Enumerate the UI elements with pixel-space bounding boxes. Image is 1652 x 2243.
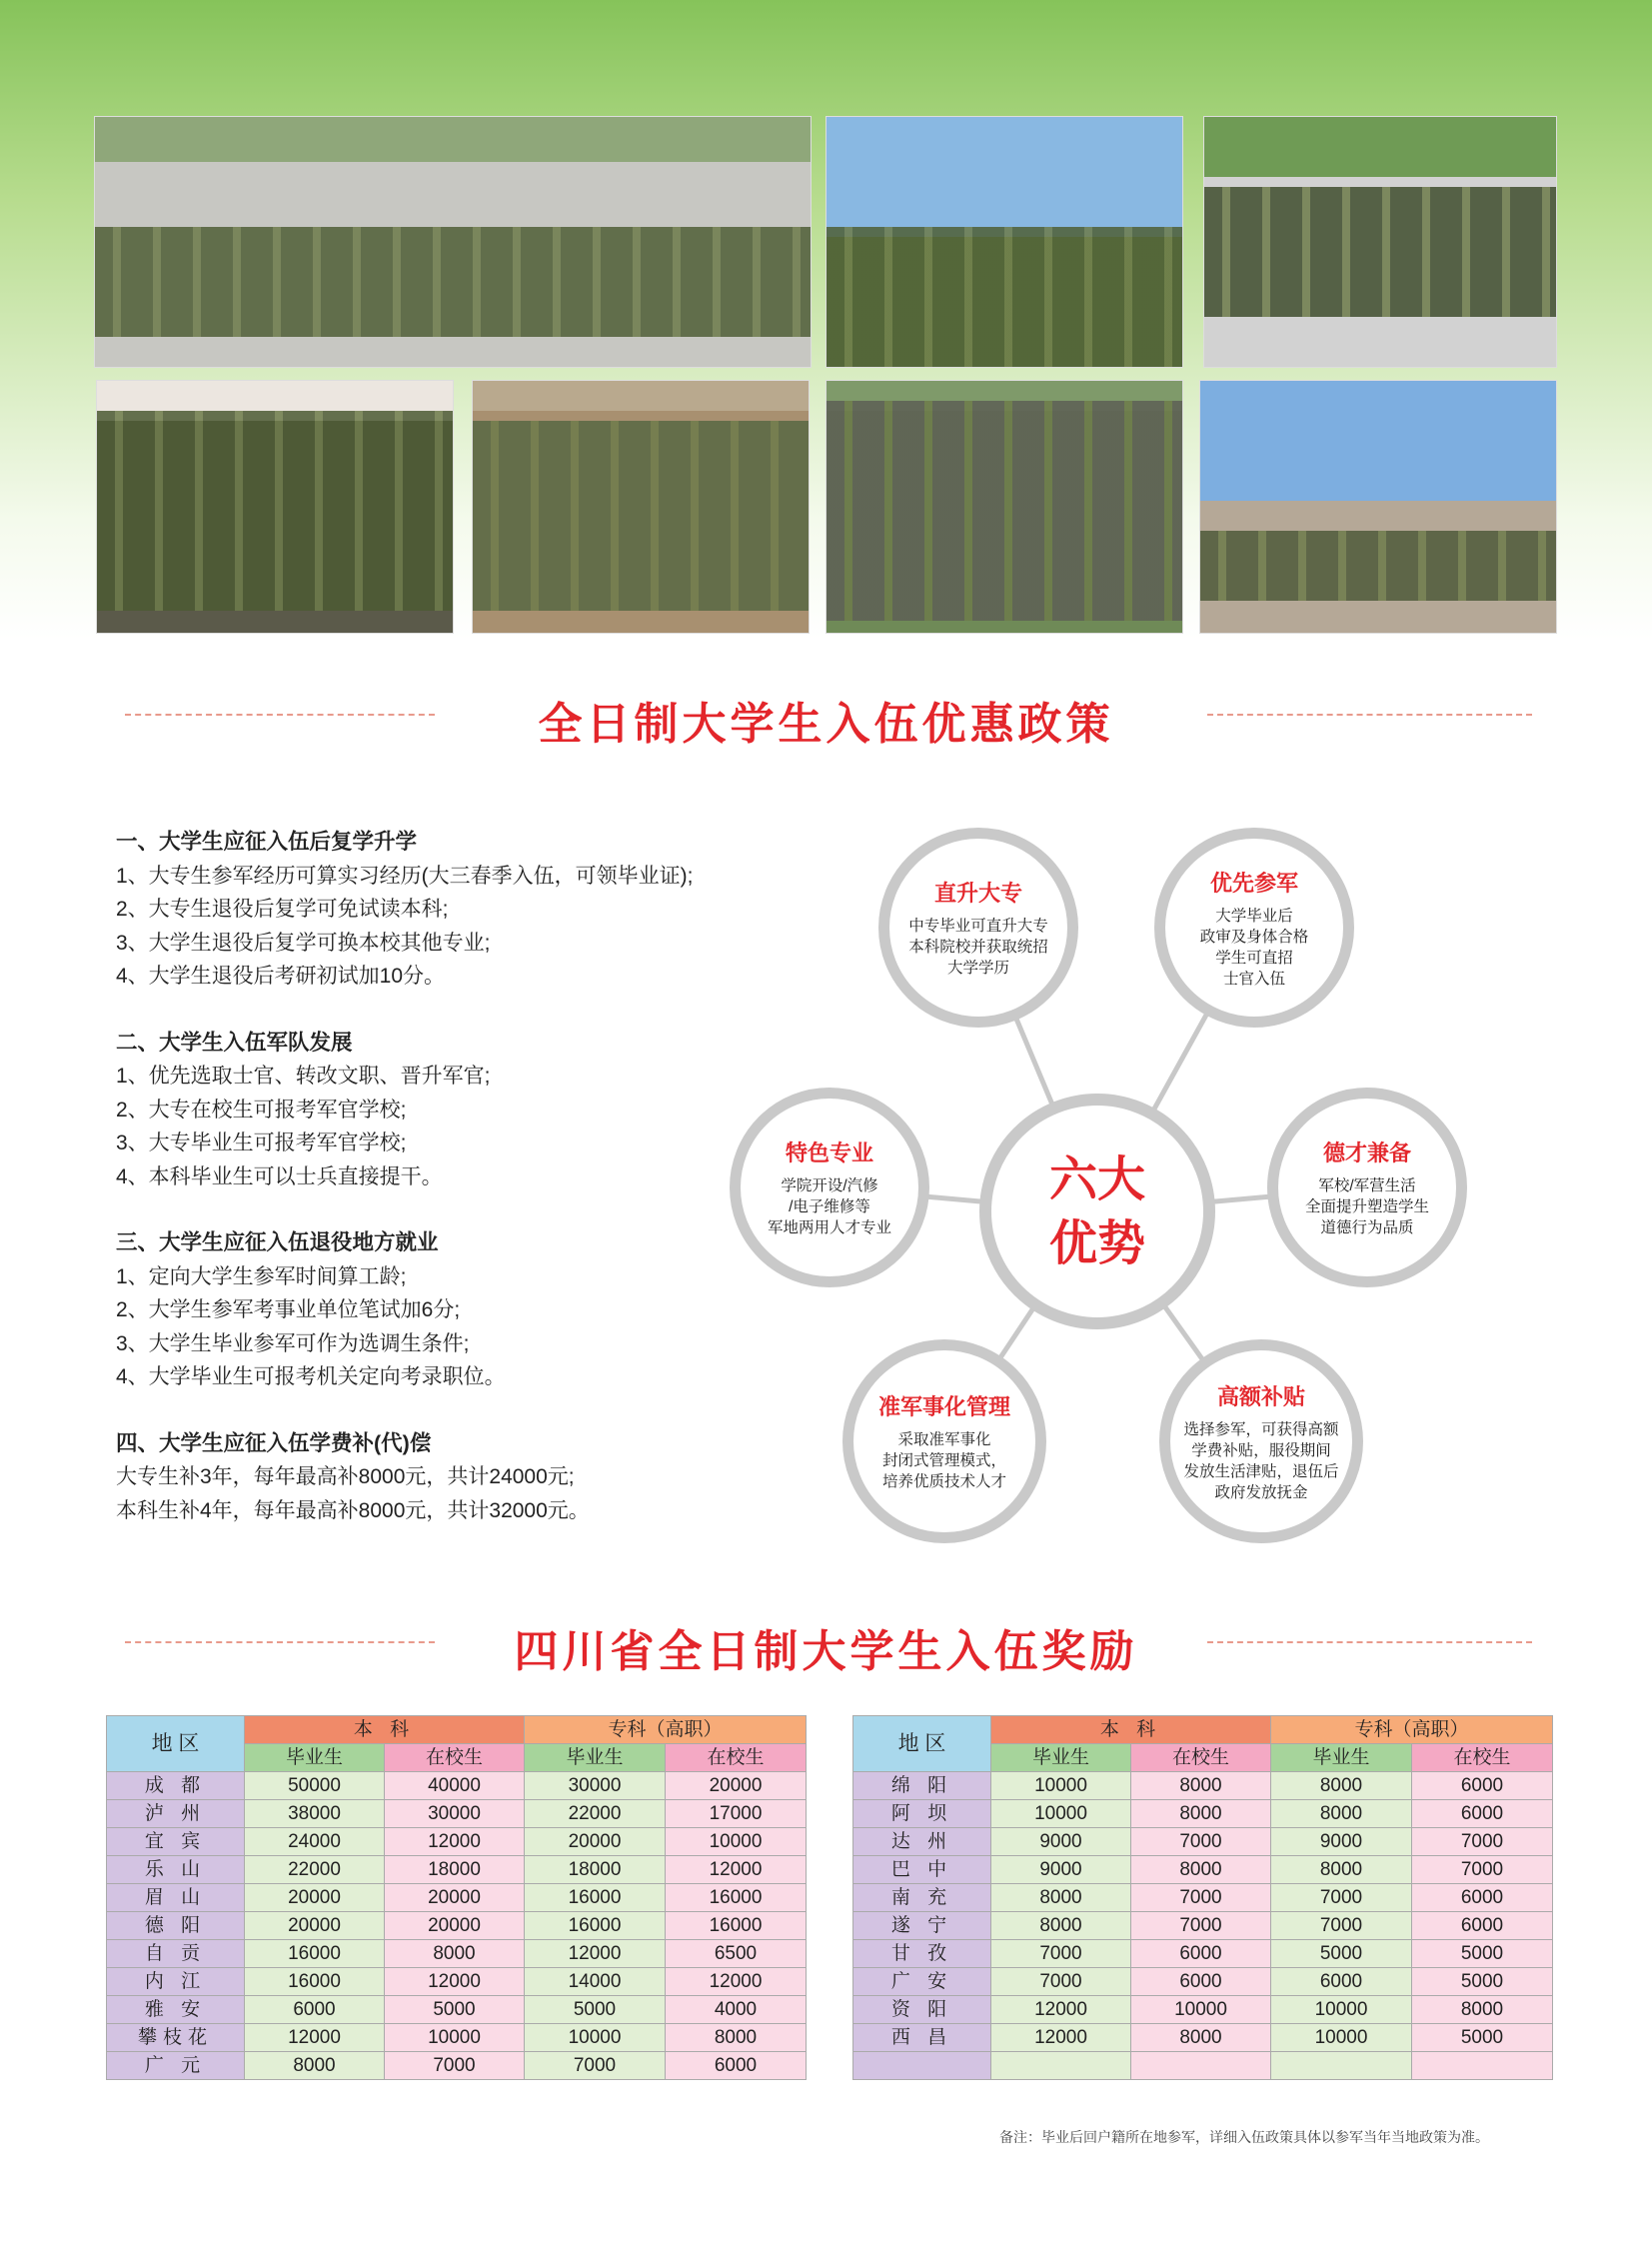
benke-student-cell: 8000 (1131, 1772, 1271, 1800)
advantage-circle (1267, 1088, 1467, 1287)
table-row (853, 1800, 1553, 1828)
header-student: 在校生 (385, 1744, 525, 1772)
zhuanke-grad-cell: 30000 (525, 1772, 666, 1800)
header-student: 在校生 (1131, 1744, 1271, 1772)
advantage-text: 学院开设/汽修 (781, 1177, 878, 1194)
table-row (107, 1884, 807, 1912)
table-row (853, 1772, 1553, 1800)
header-benke: 本 科 (991, 1716, 1271, 1744)
advantage-title: 优先参军 (1209, 870, 1298, 897)
advantage-text: 本科院校并获取统招 (908, 939, 1048, 956)
zhuanke-grad-cell: 10000 (1271, 1996, 1412, 2024)
benke-grad-cell: 10000 (991, 1800, 1131, 1828)
zhuanke-student-cell: 12000 (666, 1856, 807, 1884)
benke-grad-cell: 22000 (245, 1856, 385, 1884)
policy-item: 3、大学生毕业参军可作为选调生条件; (116, 1331, 470, 1355)
table-header-row (853, 1716, 1553, 1744)
zhuanke-grad-cell: 22000 (525, 1800, 666, 1828)
divider-right (1207, 714, 1532, 716)
header-zhuanke: 专科（高职） (525, 1716, 807, 1744)
zhuanke-student-cell: 6500 (666, 1940, 807, 1968)
advantage-text: 学生可直招 (1215, 949, 1293, 967)
benke-student-cell (1131, 2052, 1271, 2080)
table-row (853, 1828, 1553, 1856)
table-row (107, 1828, 807, 1856)
table-row (853, 1912, 1553, 1940)
advantage-text: 采取准军事化 (897, 1431, 991, 1448)
zhuanke-student-cell: 6000 (1412, 1912, 1553, 1940)
policy-item: 2、大专在校生可报考军官学校; (116, 1098, 407, 1122)
advantages-center (979, 1094, 1215, 1329)
benke-grad-cell: 16000 (245, 1968, 385, 1996)
policy-block (116, 1027, 776, 1194)
table-row (853, 1940, 1553, 1968)
zhuanke-student-cell: 12000 (666, 1968, 807, 1996)
region-cell: 雅 安 (107, 1996, 245, 2024)
header-zhuanke: 专科（高职） (1271, 1716, 1553, 1744)
policy-item: 1、优先选取士官、转改文职、晋升军官; (116, 1065, 491, 1088)
zhuanke-grad-cell: 8000 (1271, 1772, 1412, 1800)
policy-item: 4、本科毕业生可以士兵直接提干。 (116, 1164, 443, 1188)
benke-student-cell: 7000 (1131, 1828, 1271, 1856)
zhuanke-student-cell: 6000 (1412, 1772, 1553, 1800)
benke-grad-cell: 6000 (245, 1996, 385, 2024)
zhuanke-student-cell: 20000 (666, 1772, 807, 1800)
zhuanke-grad-cell: 20000 (525, 1828, 666, 1856)
policy-block (116, 1427, 776, 1528)
region-cell: 自 贡 (107, 1940, 245, 1968)
benke-grad-cell: 9000 (991, 1828, 1131, 1856)
zhuanke-grad-cell: 10000 (525, 2024, 666, 2052)
benke-student-cell: 8000 (385, 1940, 525, 1968)
benke-student-cell: 30000 (385, 1800, 525, 1828)
six-advantages-diagram (715, 815, 1484, 1544)
benke-student-cell: 20000 (385, 1912, 525, 1940)
table-row (107, 2024, 807, 2052)
region-cell: 南 充 (853, 1884, 991, 1912)
policy-item: 1、定向大学生参军时间算工龄; (116, 1264, 407, 1288)
benke-grad-cell: 7000 (991, 1968, 1131, 1996)
photo-circle-drill (94, 116, 812, 368)
region-cell: 广 安 (853, 1968, 991, 1996)
benke-grad-cell (991, 2052, 1131, 2080)
header-region: 地 区 (107, 1716, 245, 1772)
policy-list (116, 826, 776, 1560)
region-cell: 遂 宁 (853, 1912, 991, 1940)
zhuanke-student-cell: 5000 (1412, 1940, 1553, 1968)
zhuanke-student-cell: 5000 (1412, 2024, 1553, 2052)
photo-field-formation (1199, 380, 1557, 634)
benke-grad-cell: 38000 (245, 1800, 385, 1828)
table-row (107, 1772, 807, 1800)
benke-grad-cell: 7000 (991, 1940, 1131, 1968)
table-header-row (107, 1716, 807, 1744)
policy-item: 2、大学生参军考事业单位笔试加6分; (116, 1298, 461, 1321)
policy-item: 3、大专毕业生可报考军官学校; (116, 1131, 407, 1154)
policy-heading: 二、大学生入伍军队发展 (116, 1030, 353, 1055)
table-row (853, 1884, 1553, 1912)
advantage-text: 发放生活津贴，退伍后 (1183, 1462, 1339, 1480)
benke-student-cell: 8000 (1131, 2024, 1271, 2052)
photo-martial-stance (472, 380, 810, 634)
zhuanke-grad-cell: 7000 (1271, 1912, 1412, 1940)
advantage-title: 德才兼备 (1322, 1140, 1411, 1166)
table-row (107, 1912, 807, 1940)
benke-grad-cell: 12000 (991, 1996, 1131, 2024)
policy-title: 全日制大学生入伍优惠政策 (538, 699, 1114, 750)
table-row (853, 1968, 1553, 1996)
advantage-circle (878, 828, 1078, 1028)
region-cell: 成 都 (107, 1772, 245, 1800)
zhuanke-student-cell: 7000 (1412, 1828, 1553, 1856)
benke-student-cell: 8000 (1131, 1800, 1271, 1828)
benke-grad-cell: 20000 (245, 1912, 385, 1940)
zhuanke-student-cell: 6000 (1412, 1800, 1553, 1828)
policy-item: 4、大学生退役后考研初试加10分。 (116, 965, 446, 988)
table-row (107, 1856, 807, 1884)
table-row (107, 1968, 807, 1996)
benke-grad-cell: 12000 (991, 2024, 1131, 2052)
benke-student-cell: 12000 (385, 1828, 525, 1856)
advantage-text: 道德行为品质 (1320, 1219, 1414, 1236)
benke-grad-cell: 12000 (245, 2024, 385, 2052)
zhuanke-grad-cell: 5000 (525, 1996, 666, 2024)
benke-student-cell: 18000 (385, 1856, 525, 1884)
zhuanke-student-cell: 6000 (666, 2052, 807, 2080)
reward-table-left (106, 1715, 807, 2080)
benke-grad-cell: 9000 (991, 1856, 1131, 1884)
benke-student-cell: 7000 (385, 2052, 525, 2080)
advantage-circle (1159, 1339, 1363, 1543)
zhuanke-grad-cell: 8000 (1271, 1856, 1412, 1884)
zhuanke-student-cell (1412, 2052, 1553, 2080)
advantage-text: 中专毕业可直升大专 (908, 918, 1048, 935)
benke-student-cell: 7000 (1131, 1884, 1271, 1912)
zhuanke-student-cell: 7000 (1412, 1856, 1553, 1884)
table-row (853, 1856, 1553, 1884)
table-row (853, 1996, 1553, 2024)
benke-grad-cell: 8000 (991, 1912, 1131, 1940)
advantage-title: 准军事化管理 (877, 1394, 1010, 1420)
photo-martial-close (826, 380, 1183, 634)
zhuanke-grad-cell: 6000 (1271, 1968, 1412, 1996)
benke-student-cell: 40000 (385, 1772, 525, 1800)
benke-grad-cell: 8000 (991, 1884, 1131, 1912)
region-cell: 内 江 (107, 1968, 245, 1996)
reward-table-right (852, 1715, 1553, 2080)
advantage-title: 高额补贴 (1216, 1383, 1305, 1410)
header-student: 在校生 (666, 1744, 807, 1772)
zhuanke-grad-cell: 12000 (525, 1940, 666, 1968)
table-row (853, 2052, 1553, 2080)
advantage-text: 封闭式管理模式， (881, 1452, 1006, 1469)
benke-student-cell: 20000 (385, 1884, 525, 1912)
table-row (107, 2052, 807, 2080)
zhuanke-student-cell: 8000 (666, 2024, 807, 2052)
benke-student-cell: 5000 (385, 1996, 525, 2024)
benke-grad-cell: 50000 (245, 1772, 385, 1800)
region-cell: 泸 州 (107, 1800, 245, 1828)
region-cell: 甘 孜 (853, 1940, 991, 1968)
benke-student-cell: 10000 (385, 2024, 525, 2052)
advantage-circle (842, 1339, 1046, 1543)
zhuanke-student-cell: 4000 (666, 1996, 807, 2024)
header-grad: 毕业生 (991, 1744, 1131, 1772)
zhuanke-grad-cell: 10000 (1271, 2024, 1412, 2052)
table-row (107, 1996, 807, 2024)
zhuanke-student-cell: 16000 (666, 1912, 807, 1940)
region-cell (853, 2052, 991, 2080)
benke-grad-cell: 24000 (245, 1828, 385, 1856)
policy-heading: 一、大学生应征入伍后复学升学 (116, 830, 418, 854)
zhuanke-grad-cell (1271, 2052, 1412, 2080)
benke-grad-cell: 10000 (991, 1772, 1131, 1800)
region-cell: 宜 宾 (107, 1828, 245, 1856)
benke-student-cell: 10000 (1131, 1996, 1271, 2024)
advantage-text: 军校/军营生活 (1318, 1177, 1416, 1194)
footnote: 备注：毕业后回户籍所在地参军，详细入伍政策具体以参军当年当地政策为准。 (999, 2129, 1489, 2145)
zhuanke-grad-cell: 9000 (1271, 1828, 1412, 1856)
benke-student-cell: 12000 (385, 1968, 525, 1996)
advantage-title: 直升大专 (933, 881, 1022, 907)
zhuanke-grad-cell: 7000 (1271, 1884, 1412, 1912)
region-cell: 攀枝花 (107, 2024, 245, 2052)
benke-student-cell: 6000 (1131, 1968, 1271, 1996)
zhuanke-student-cell: 5000 (1412, 1968, 1553, 1996)
divider-right-2 (1207, 1641, 1532, 1643)
header-grad: 毕业生 (1271, 1744, 1412, 1772)
header-student: 在校生 (1412, 1744, 1553, 1772)
center-title-line1: 六大 (1048, 1151, 1145, 1207)
photo-salute-airplane (826, 116, 1183, 368)
advantage-text: /电子维修等 (789, 1198, 870, 1215)
policy-item: 本科生补4年，每年最高补8000元，共计32000元。 (116, 1498, 590, 1522)
zhuanke-student-cell: 17000 (666, 1800, 807, 1828)
policy-heading: 三、大学生应征入伍退役地方就业 (116, 1230, 439, 1254)
table-row (107, 1800, 807, 1828)
advantage-text: 大学毕业后 (1215, 907, 1293, 925)
zhuanke-grad-cell: 18000 (525, 1856, 666, 1884)
region-cell: 资 阳 (853, 1996, 991, 2024)
advantage-text: 全面提升塑造学生 (1304, 1198, 1429, 1215)
photo-engine-repair (96, 380, 454, 634)
advantage-text: 军地两用人才专业 (767, 1219, 891, 1236)
zhuanke-student-cell: 6000 (1412, 1884, 1553, 1912)
table-row (853, 2024, 1553, 2052)
reward-title: 四川省全日制大学生入伍奖励 (514, 1626, 1138, 1677)
zhuanke-grad-cell: 5000 (1271, 1940, 1412, 1968)
center-title-line2: 优势 (1048, 1215, 1145, 1271)
region-cell: 广 元 (107, 2052, 245, 2080)
advantage-title: 特色专业 (785, 1140, 873, 1166)
policy-item: 3、大学生退役后复学可换本校其他专业; (116, 931, 491, 955)
advantage-circle (730, 1088, 929, 1287)
header-grad: 毕业生 (245, 1744, 385, 1772)
header-benke: 本 科 (245, 1716, 525, 1744)
policy-block (116, 1226, 776, 1394)
advantage-text: 大学学历 (946, 960, 1009, 977)
benke-grad-cell: 8000 (245, 2052, 385, 2080)
table-row (107, 1940, 807, 1968)
benke-student-cell: 6000 (1131, 1940, 1271, 1968)
zhuanke-grad-cell: 7000 (525, 2052, 666, 2080)
benke-grad-cell: 16000 (245, 1940, 385, 1968)
advantage-text: 政府发放抚金 (1214, 1483, 1308, 1501)
zhuanke-grad-cell: 16000 (525, 1884, 666, 1912)
photo-riot-training (1203, 116, 1557, 368)
benke-student-cell: 8000 (1131, 1856, 1271, 1884)
zhuanke-grad-cell: 14000 (525, 1968, 666, 1996)
policy-heading: 四、大学生应征入伍学费补(代)偿 (116, 1430, 432, 1455)
advantage-text: 学费补贴，服役期间 (1191, 1441, 1331, 1459)
policy-item: 1、大专生参军经历可算实习经历(大三春季入伍，可领毕业证); (116, 864, 694, 888)
policy-item: 大专生补3年，每年最高补8000元，共计24000元; (116, 1465, 575, 1488)
region-cell: 西 昌 (853, 2024, 991, 2052)
policy-block (116, 826, 776, 994)
zhuanke-student-cell: 8000 (1412, 1996, 1553, 2024)
advantage-text: 选择参军，可获得高额 (1183, 1420, 1339, 1438)
zhuanke-grad-cell: 8000 (1271, 1800, 1412, 1828)
advantage-text: 培养优质技术人才 (881, 1473, 1006, 1490)
region-cell: 绵 阳 (853, 1772, 991, 1800)
zhuanke-grad-cell: 16000 (525, 1912, 666, 1940)
region-cell: 达 州 (853, 1828, 991, 1856)
region-cell: 阿 坝 (853, 1800, 991, 1828)
advantage-circle (1154, 828, 1354, 1028)
region-cell: 乐 山 (107, 1856, 245, 1884)
benke-grad-cell: 20000 (245, 1884, 385, 1912)
zhuanke-student-cell: 16000 (666, 1884, 807, 1912)
benke-student-cell: 7000 (1131, 1912, 1271, 1940)
policy-item: 2、大专生退役后复学可免试读本科; (116, 898, 449, 921)
region-cell: 眉 山 (107, 1884, 245, 1912)
header-region: 地 区 (853, 1716, 991, 1772)
advantage-text: 政审及身体合格 (1199, 928, 1309, 946)
zhuanke-student-cell: 10000 (666, 1828, 807, 1856)
region-cell: 巴 中 (853, 1856, 991, 1884)
region-cell: 德 阳 (107, 1912, 245, 1940)
advantage-text: 士官入伍 (1222, 970, 1285, 988)
policy-item: 4、大学毕业生可报考机关定向考录职位。 (116, 1365, 506, 1388)
header-grad: 毕业生 (525, 1744, 666, 1772)
